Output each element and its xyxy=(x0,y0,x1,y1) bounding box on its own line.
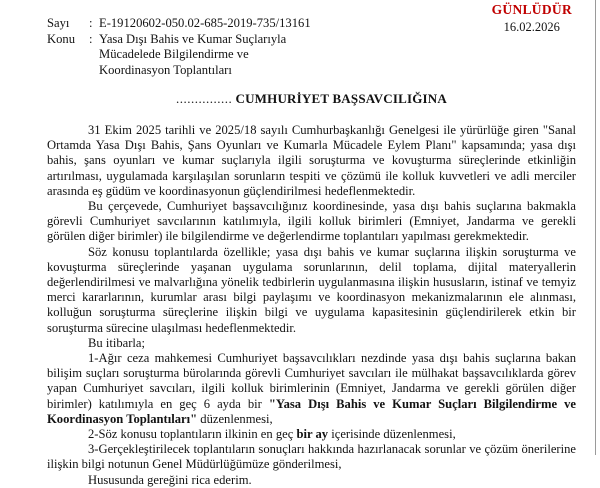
item1-text: 1-Ağır ceza mahkemesi Cumhuriyet başsavcılıkları nezdinde yasa dışı bahis suçlarına bakan bilişim suçları soruşturma bürolarında görevli Cumhuriyet savcıları ile mülhakat başsavcılıklarda görev yapan Cumhuriyet savcıları, ilgili kolluk birimlerinin (Emniyet, Jandarma ve gerekli görülen diğer birimler) katılımıyla en geç 6 ayda bir xyxy=(47,351,576,411)
paragraph-therefore: Bu itibarla; xyxy=(88,335,146,350)
item1-bold-phrase: "Yasa Dışı Bahis ve Kumar Suçları Bilgilendirme ve Koordinasyon Toplantıları" xyxy=(47,396,576,426)
sayi-colon: : xyxy=(89,16,93,30)
item1-tail: düzenlenmesi, xyxy=(197,411,273,426)
meta-row-konu-cont2 xyxy=(47,63,576,79)
paragraph-framework: Bu çerçevede, Cumhuriyet başsavcılığınız koordinesinde, yasa dışı bahis suçlarına bakmakla görevli Cumhuriyet savcılarının katılımıyla, ilgili kolluk birimleri (Emniyet, Jandarma ve gerekli görülen diğer birimler) ile bilgilendirme ve değerlendirme toplantıları yapılması gerekmektedir. xyxy=(47,199,576,244)
item2-text: 2-Söz konusu toplantıların ilkinin en geç xyxy=(88,427,297,442)
konu-value-line1: Yasa Dışı Bahis ve Kumar Suçlarıyla xyxy=(99,31,287,46)
meta-row-konu-cont1 xyxy=(47,47,576,63)
urgency-stamp-block xyxy=(492,2,572,35)
sayi-value: E-19120602-050.02-685-2019-735/13161 xyxy=(99,16,311,30)
list-item-2 xyxy=(47,427,576,442)
urgency-stamp: GÜNLÜDÜR xyxy=(491,2,572,17)
closing-line: Hususunda gereğini rica ederim. xyxy=(88,472,252,487)
item2-tail: içerisinde düzenlenmesi, xyxy=(328,427,456,442)
list-item-1 xyxy=(47,351,576,427)
letter-body xyxy=(47,123,576,488)
paragraph-topics: Söz konusu toplantılarda özellikle; yasa dışı bahis ve kumar suçlarına ilişkin soruşturma ve kovuşturma süreçlerinde yaşanan uygulama sorunlarının, delil toplama, dijital materyallerin değerlendirilmesi ve malvarlığına yönelik tedbirlerin uygulanmasına ilişkin hususların, istinaf ve temyiz merci kararlarının, kurumlar arası bilgi paylaşımı ve koordinasyon mekanizmalarının ele alınması, kolluğun soruşturma süreçlerine ilişkin bilgi ve uygulama kapasitesinin güçlendirilerek etkin bir soruşturma sürecine ulaşılması hedeflenmektedir. xyxy=(47,244,576,335)
konu-value-line2: Mücadelede Bilgilendirme ve xyxy=(99,47,249,61)
konu-label: Konu xyxy=(47,31,75,46)
sayi-label: Sayı xyxy=(47,16,70,30)
paragraph-intro: 31 Ekim 2025 tarihli ve 2025/18 sayılı Cumhurbaşkanlığı Genelgesi ile yürürlüğe giren "Sanal Ortamda Yasa Dışı Bahis, Şans Oyunları ve Kumarla Mücadele Eylem Planı" kapsamında; yasa dışı bahis, şans oyunları ve kumar suçlarıyla ilgili soruşturma ve kovuşturma süreçlerinde etkinliğin artırılması, uygulamada karşılaşılan sorunların tespiti ve çözümü ile kolluk kuvvetleri ve adli merciler arasında eş güdüm ve koordinasyonun güçlendirilmesi hedeflenmektedir. xyxy=(47,123,576,198)
scan-edge-line xyxy=(595,0,596,455)
addressee-line xyxy=(47,91,576,107)
list-item-3: 3-Gerçekleştirilecek toplantıların sonuçları hakkında hazırlanacak sorunlar ve çözüm önerilerine ilişkin bilgi notunun Genel Müdürlüğümüze gönderilmesi, xyxy=(47,442,576,472)
konu-value-line3: Koordinasyon Toplantıları xyxy=(99,62,232,77)
addressee-dots: ............... xyxy=(176,91,233,106)
item2-bold-phrase: bir ay xyxy=(296,427,329,442)
document-date: 16.02.2026 xyxy=(503,20,560,34)
addressee-title: CUMHURİYET BAŞSAVCILIĞINA xyxy=(235,91,447,106)
konu-colon: : xyxy=(89,31,93,46)
